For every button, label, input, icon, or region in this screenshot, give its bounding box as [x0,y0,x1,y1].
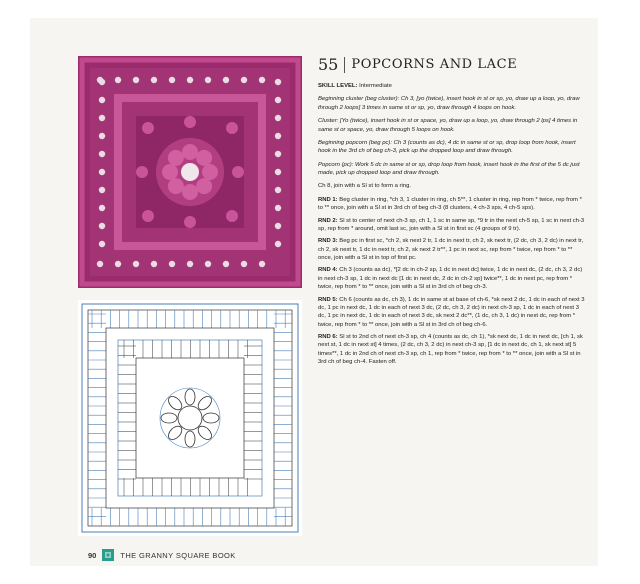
round-instruction [318,266,586,291]
definition: Cluster: [Yo (twice), insert hook in st or space, yo, draw up a loop, yo, draw through 2 lps] 4 times in same st or space, yo, draw through 5 loops on hook. [318,118,578,133]
book-title: THE GRANNY SQUARE BOOK [120,550,236,560]
crochet-square-photo [78,56,302,288]
round-label: RND 5: [318,296,338,303]
book-page [30,18,598,566]
pattern-number: 55 [318,54,339,74]
skill-value: Intermediate [359,83,392,89]
crochet-chart [78,300,302,536]
round-text: Beg pc in first sc, *ch 2, sk next 2 tr, 1 dc in next tr, ch 2, sk next tr, (2 dc, ch 3, 2 dc) in next tr, ch 2, sk next tr, 1 dc in next tr, ch 2, sk next 2 tr**, 1 pc in next sc, rep from * twice, rep from * to ** once, join with a Sl st in top of first pc. [318,238,584,261]
definition: Popcorn (pc): Work 5 dc in same st or sp, drop loop from hook, insert hook in the first of the 5 dc just made, pick up dropped loop and draw through. [318,161,580,176]
round-label: RND 6: [318,334,338,340]
page-number: 90 [88,550,97,560]
definition: Beginning popcorn (beg pc): Ch 3 (counts as dc), 4 dc in same st or sp, drop loop from hook, insert hook in the 3rd ch of beg ch-3, pick up the dropped loop and draw through. [318,139,576,155]
round-text: Sl st to center of next ch-3 sp, ch 1, 1 sc in same sp, *9 tr in the next ch-5 sp, 1 sc in next ch-3 sp, rep from * around, omit last sc, join with a Sl st in first sc (4 groups of 9 tr). [318,217,585,232]
round-instruction [318,217,586,234]
skill-level [318,82,586,90]
granny-square-icon [102,549,114,561]
title-divider [344,57,345,73]
pattern-name: POPCORNS AND LACE [351,56,518,72]
round-text: Sl st to 2nd ch of next ch-3 sp, ch 4 (counts as dc, ch 1), *sk next dc, 1 dc in next dc, [ch 1, sk next st, 1 dc in next st] 4 times, (2 dc, ch 3, 2 dc) in next ch-3 sp, [1 dc in next dc, ch 1, sk next st] 5 times**, 1 dc in 2nd ch of next ch-3 sp, ch 1, rep from * twice, rep from * to ** once, join with a Sl st in 3rd ch of beg ch-4. Fasten off. [318,334,583,366]
start-instruction: Ch 8, join with a Sl st to form a ring. [318,183,411,190]
round-text: Ch 3 (counts as dc), *[2 dc in ch-2 sp, 1 dc in next dc] twice, 1 dc in next dc, (2 dc, ch 3, 2 dc) in next ch-3 sp, 1 dc in next dc [1 dc in next dc, 2 dc in ch-2 sp] twice**, 1 dc in next pc, rep from * twice, rep from * to ** once, join with a Sl st in 3rd ch of beg ch-3. [318,267,583,291]
pattern-text [318,54,586,371]
round-instruction [318,196,586,213]
pattern-title [318,54,586,76]
round-label: RND 4: [318,267,338,274]
round-instruction [318,237,586,262]
round-text: Ch 6 (counts as dc, ch 3), 1 dc in same st at base of ch-6, *sk next 2 dc, 1 dc in each of next 3 dc, 1 pc in next dc, 1 dc in each of next 3 dc, (2 dc, ch 3, 2 dc) in next ch-3 sp, 1 dc in each of next 3 dc, 1 pc in next dc, 1 dc in each of next 3 dc, sk next 2 dc**, (1 dc, ch 3, 1 dc) in next dc, rep from * twice, rep from * to ** once, join with a Sl st in 3rd ch of beg ch-6. [318,296,585,328]
skill-label: SKILL LEVEL: [318,83,358,89]
round-text: Beg cluster in ring, *ch 3, 1 cluster in ring, ch 5**, 1 cluster in ring, rep from * twice, rep from * to ** once, join with a Sl st in 3rd ch of beg ch-3 (8 clusters, 4 ch-3 sps, 4 ch-5 sps). [318,196,582,212]
page-footer [88,549,236,561]
round-label: RND 2: [318,217,338,224]
round-label: RND 1: [318,196,338,203]
round-instruction [318,333,586,367]
round-label: RND 3: [318,238,338,245]
round-instruction [318,296,586,330]
definition: Beginning cluster (beg cluster): Ch 3, [yo (twice), insert hook in st or sp, yo, draw up a loop, yo, draw through 2 loops] 3 times in same st or sp, yo, draw through 4 loops on hook. [318,96,580,111]
